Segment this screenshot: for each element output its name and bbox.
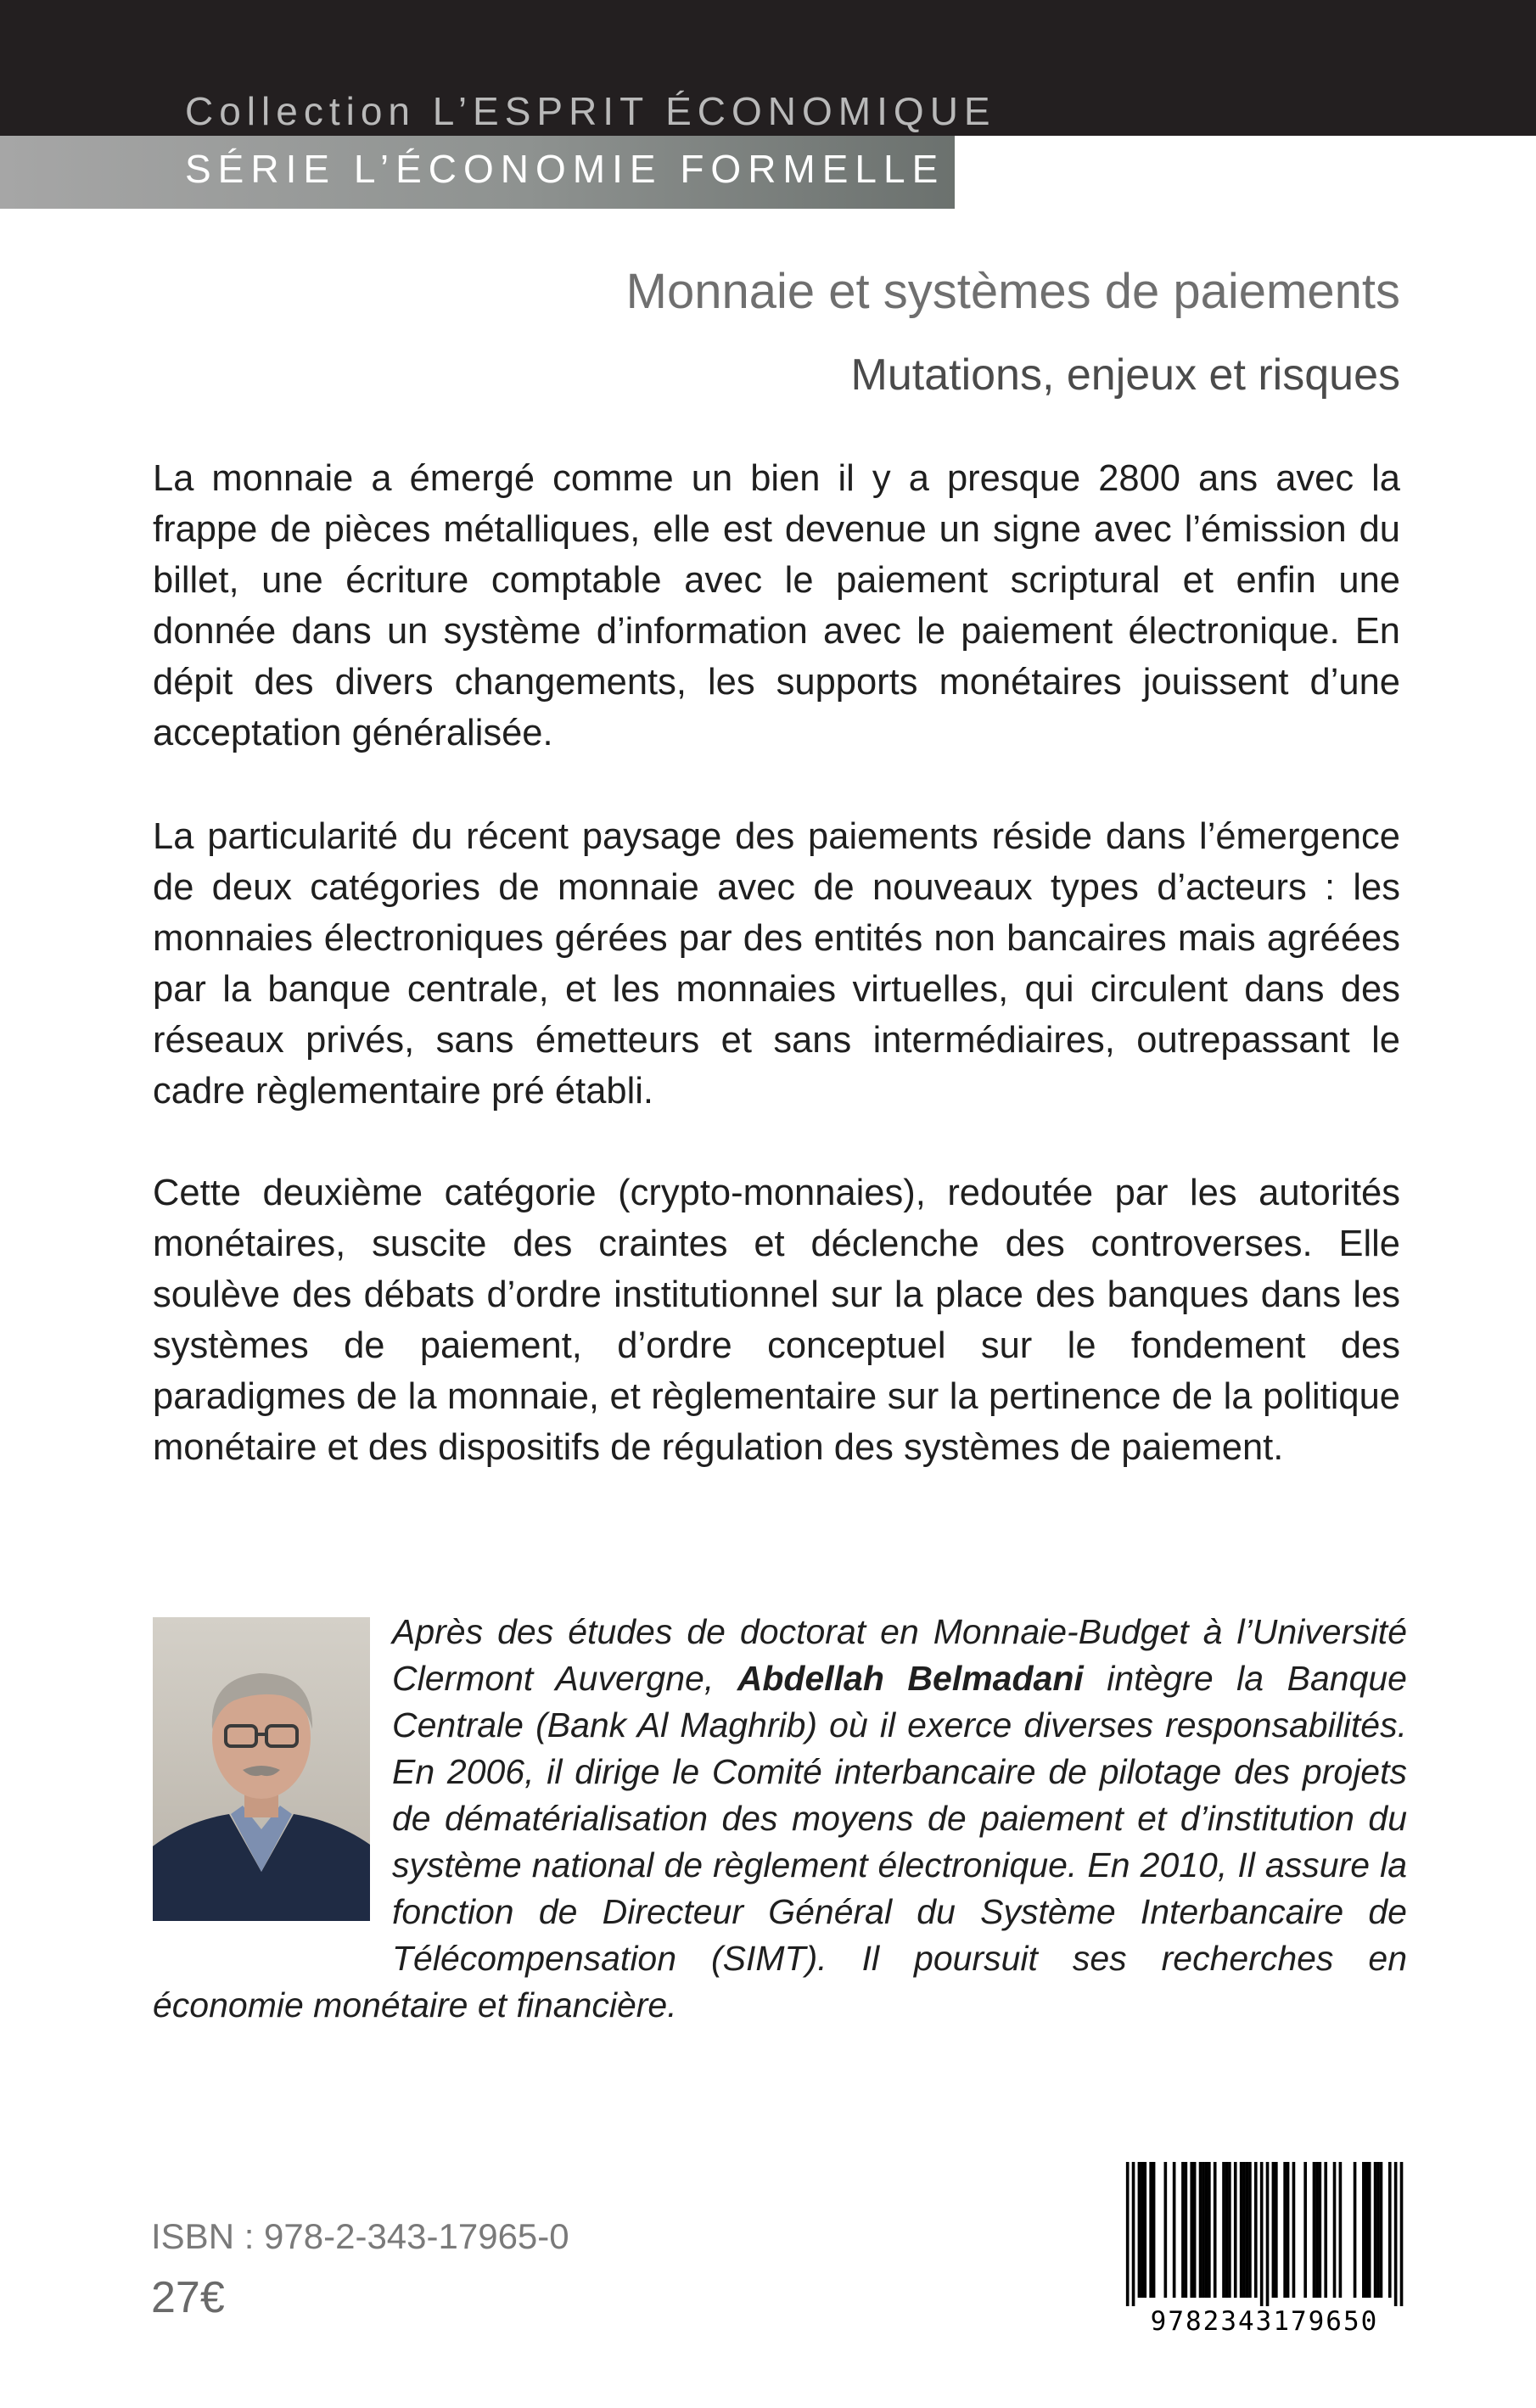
bio-rest: intègre la Banque Centrale (Bank Al Maghrib) où il exerce diverses responsabilités. En 2006, il dirige le Comité interbancaire de pilotage des projets de dématérialisation des moyens de paiement et d’institution du système national de règlement électronique. En 2010, Il assure la fonction de Directeur Général du Système Interbancaire de Télécompensation (SIMT). Il poursuit ses recherches en économie monétaire et financière. [153, 1659, 1407, 2024]
barcode-bar [1202, 2162, 1205, 2298]
barcode-bar [1141, 2162, 1144, 2298]
barcode-bar [1228, 2162, 1231, 2298]
barcode-bar [1208, 2162, 1211, 2298]
book-subtitle: Mutations, enjeux et risques [850, 350, 1400, 400]
barcode-bar [1287, 2162, 1290, 2298]
price-label: 27€ [151, 2273, 225, 2322]
barcode-bar [1315, 2162, 1319, 2298]
barcode-bar [1199, 2162, 1202, 2298]
barcode-bar [1205, 2162, 1208, 2298]
barcode-bar [1400, 2162, 1404, 2306]
barcode-bar [1275, 2162, 1278, 2298]
barcode-bars-icon [1120, 2162, 1409, 2306]
barcode-bar [1319, 2162, 1322, 2298]
barcode-bar [1354, 2162, 1357, 2298]
barcode-bar [1240, 2162, 1243, 2298]
barcode-bar [1303, 2162, 1307, 2298]
barcode-bar [1143, 2162, 1146, 2298]
barcode-bar [1138, 2162, 1141, 2298]
barcode-bar [1222, 2162, 1225, 2298]
author-name: Abdellah Belmadani [737, 1659, 1084, 1698]
barcode-bar [1132, 2162, 1135, 2306]
bio-intro: Après des études de doctorat en Monnaie-Budget à l’Université Clermont Auvergne, [392, 1612, 1407, 1698]
isbn-label: ISBN : 978-2-343-17965-0 [151, 2216, 569, 2256]
barcode-bar [1234, 2162, 1237, 2298]
barcode-bar [1193, 2162, 1197, 2298]
barcode-bar [1333, 2162, 1337, 2298]
barcode-bar [1149, 2162, 1152, 2298]
barcode-bar [1260, 2162, 1264, 2306]
barcode-number: 9782343179650 [1150, 2306, 1379, 2337]
barcode-bar [1242, 2162, 1246, 2298]
author-bio [153, 1609, 1407, 2029]
barcode-bar [1254, 2162, 1258, 2298]
barcode-bar [1190, 2162, 1193, 2298]
book-title: Monnaie et systèmes de paiements [625, 264, 1400, 319]
barcode-bar [1374, 2162, 1377, 2298]
barcode-bar [1214, 2162, 1217, 2298]
summary-paragraph-2: La particularité du récent paysage des paiements réside dans l’émergence de deux catégories de monnaie avec de nouveaux types d’acteurs : les monnaies électroniques gérées par des entités non bancaires mais agréées par la banque centrale, et les monnaies virtuelles, qui circulent dans des réseaux privés, sans émetteurs et sans intermédiaires, outrepassant le cadre règlementaire pré établi. [153, 816, 1400, 1112]
barcode-bar [1185, 2162, 1188, 2298]
summary-paragraph-3: Cette deuxième catégorie (crypto-monnaies), redoutée par les autorités monétaires, suscite des craintes et déclenche des controverses. Elle soulève des débats d’ordre institutionnel sur la place des banques dans les systèmes de paiement, d’ordre conceptuel sur le fondement des paradigmes de la monnaie, et règlementaire sur la pertinence de la politique monétaire et des dispositifs de régulation des systèmes de paiement. [153, 1173, 1400, 1468]
barcode-bar [1248, 2162, 1252, 2298]
summary-paragraph-1: La monnaie a émergé comme un bien il y a presque 2800 ans avec la frappe de pièces métalliques, elle est devenue un signe avec l’émission du billet, une écriture comptable avec le paiement scriptural et enfin une donnée dans un système d’information avec le paiement électronique. En dépit des divers changements, les supports monétaires jouissent d’une acceptation généralisée. [153, 458, 1400, 753]
barcode-bar [1126, 2162, 1130, 2306]
barcode-bar [1152, 2162, 1156, 2298]
barcode-bar [1339, 2162, 1343, 2298]
collection-name: Collection L’ESPRIT ÉCONOMIQUE [185, 89, 996, 133]
barcode-bar [1365, 2162, 1368, 2298]
barcode-bar [1380, 2162, 1383, 2298]
barcode-bar [1173, 2162, 1176, 2298]
barcode-bar [1324, 2162, 1327, 2298]
barcode-bar [1164, 2162, 1168, 2298]
barcode-bar [1246, 2162, 1249, 2298]
photo-spacer [153, 1609, 392, 1936]
barcode-bar [1362, 2162, 1365, 2298]
barcode-bar [1272, 2162, 1275, 2298]
barcode-bar [1292, 2162, 1296, 2298]
barcode-bar [1266, 2162, 1270, 2306]
barcode-bar [1394, 2162, 1398, 2306]
series-name: SÉRIE L’ÉCONOMIE FORMELLE [185, 147, 945, 191]
barcode-bar [1283, 2162, 1287, 2298]
barcode-bar [1313, 2162, 1316, 2298]
barcode-bar [1225, 2162, 1229, 2298]
barcode-bar [1376, 2162, 1380, 2298]
barcode-bar [1368, 2162, 1371, 2298]
barcode-bar [1181, 2162, 1185, 2298]
barcode-bar [1388, 2162, 1392, 2298]
